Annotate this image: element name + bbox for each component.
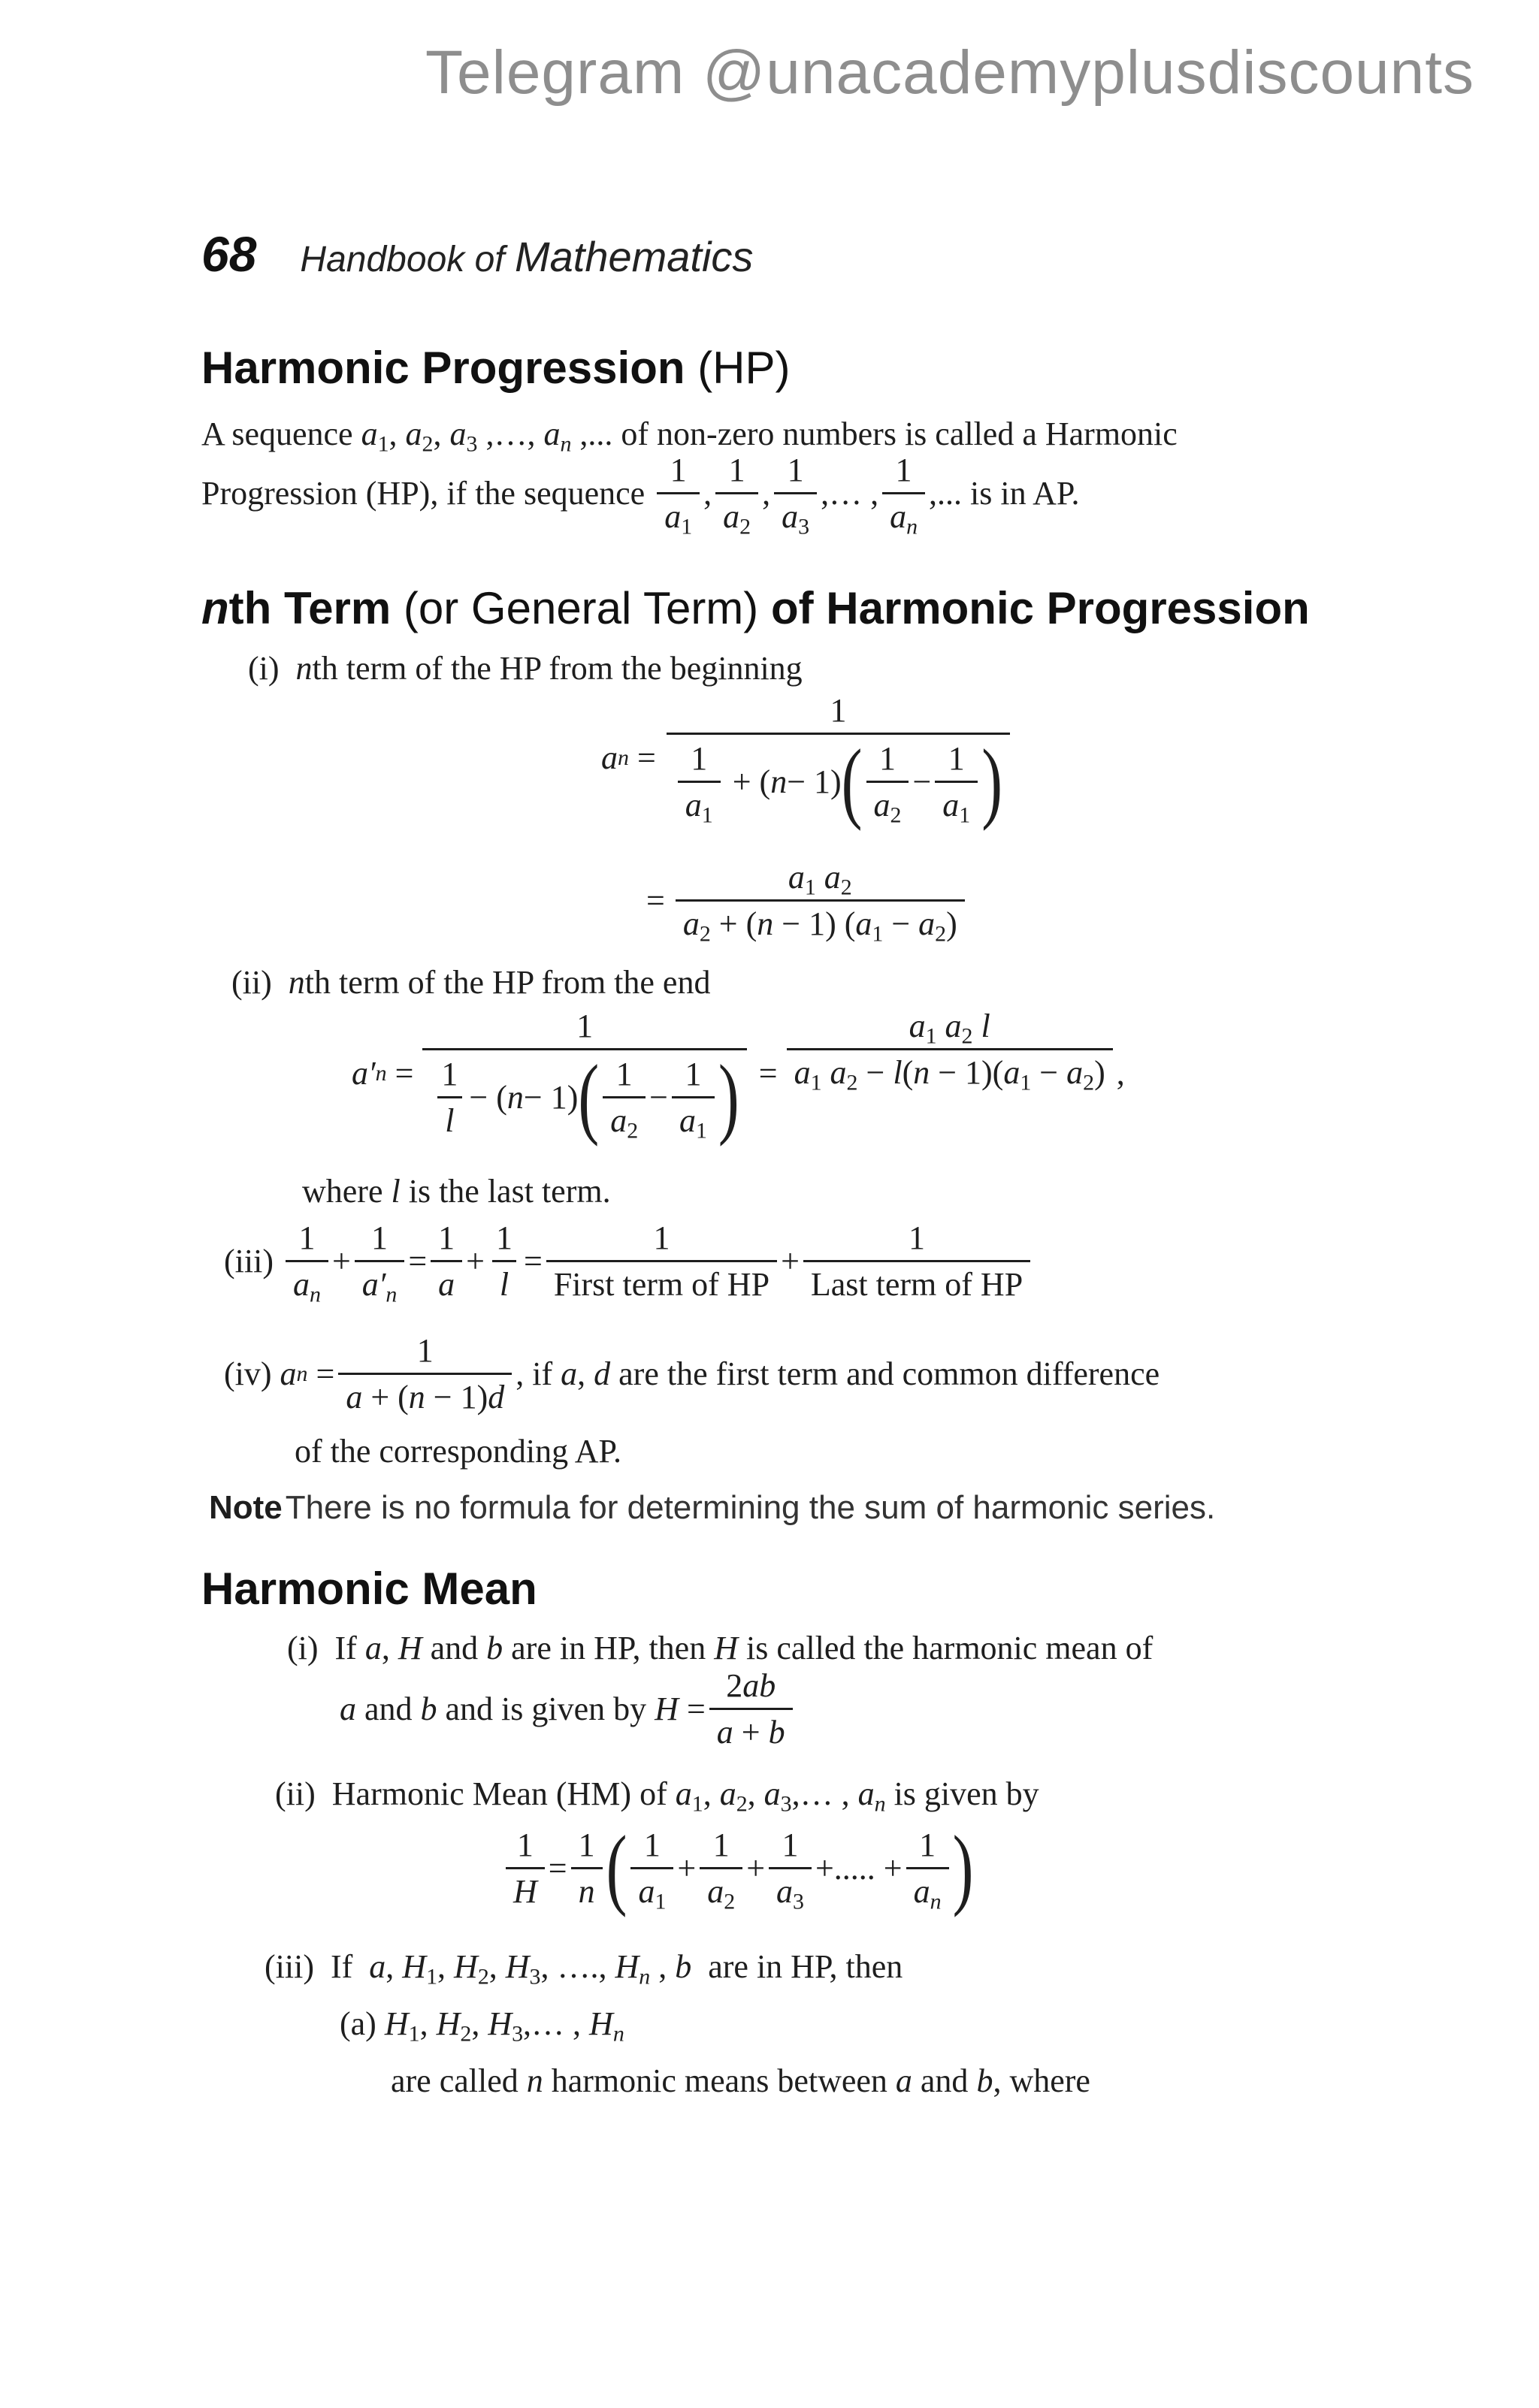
- item-iii-first-term: First term of HP: [546, 1260, 777, 1305]
- nth-title-bold1: th Term: [228, 583, 392, 633]
- formula-harmonic-mean-n: $\frac{1}{H}$ = $\frac{1}{n}$ ( $\frac{1}{a_1}$ + $\frac{1}{a_2}$ + $\frac{1}{a_3}$ +..... + $\frac{1}{a_n}$ ): [502, 1826, 973, 1912]
- section-title-hp: [201, 342, 791, 394]
- book-title-prefix: Handbook of: [300, 240, 505, 279]
- hm-item-iii-a-line2: are called n harmonic means between a and b, where: [391, 2062, 1090, 2099]
- page-number: 68: [201, 226, 257, 282]
- section-title-hp-bold: Harmonic Progression: [201, 343, 685, 393]
- item-ii-where: where l is the last term.: [302, 1173, 611, 1210]
- hm-item-i-line2: a and b and is given by H = $\frac{2ab}{a + b}$: [340, 1666, 797, 1753]
- section-title-hp-abbrev: (HP): [697, 343, 791, 393]
- hm-iii-label: (iii): [265, 1948, 314, 1985]
- hm-i-text2: is called the harmonic mean of: [746, 1630, 1153, 1666]
- item-i-text: th term of the HP from the beginning: [312, 650, 803, 687]
- item-ii-label: (ii): [231, 964, 272, 1001]
- hm-a-text: are called: [391, 2062, 519, 2099]
- item-ii-text: th term of the HP from the end: [304, 964, 711, 1001]
- hm-a-text2: harmonic means between: [551, 2062, 887, 2099]
- item-ii-where-text: is the last term.: [408, 1173, 611, 1210]
- hp-def-text-b: of non-zero numbers is called a Harmonic: [621, 415, 1178, 452]
- item-i-label: (i): [248, 650, 280, 687]
- formula-an-end: a′ n = 1 $\frac{1}{l}$ − ( n − 1) ( $\frac{1}{a_2}$ − $\frac{1}{a_1}$ ) = $\frac{a_1 a_2 l}{a_1 a_2 - l(n - 1)(a_1 - a_2)}$ ,: [352, 1008, 1125, 1148]
- hm-ii-text1: Harmonic Mean (HM) of: [331, 1775, 667, 1812]
- nth-title-n: n: [201, 583, 229, 633]
- hm-i-text1: are in HP, then: [511, 1630, 706, 1666]
- hm-item-ii: (ii) Harmonic Mean (HM) of $a_1$, $a_2$, $a_3,\dots$ , $a_n$ is given by: [275, 1775, 1039, 1817]
- hp-def-text-d: is in AP.: [970, 474, 1080, 512]
- hm-item-iii-a: (a) $H_1$, $H_2$, $H_3,\dots$ , $H_n$: [340, 2005, 624, 2047]
- hm-title: Harmonic Mean: [201, 1564, 537, 1614]
- hp-definition-line1: A sequence $a_1$, $a_2$, $a_3$ ,…, $a_n$ ,... of non-zero numbers is called a Harmonic: [201, 415, 1178, 457]
- book-title-subject: Mathematics: [514, 233, 754, 280]
- section-title-nth-term: [201, 582, 1310, 634]
- book-title: [300, 233, 754, 280]
- hm-ii-label: (ii): [275, 1775, 316, 1812]
- hp-def-text-a: A sequence: [201, 415, 353, 452]
- hm-item-i-line1: (i) If a, H and b are in HP, then H is called the harmonic mean of: [287, 1630, 1153, 1666]
- hm-a-text3: where: [1009, 2062, 1090, 2099]
- formula-an-beginning: a n = 1 $\frac{1}{a_1}$ + ( n − 1) ( $\frac{1}{a_2}$ − $\frac{1}{a_1}$ ): [601, 691, 1014, 825]
- hm-a-label: (a): [340, 2005, 376, 2042]
- note-text: There is no formula for determining the sum of harmonic series.: [285, 1489, 1216, 1526]
- hm-i-text3: and is given by: [445, 1690, 647, 1727]
- section-title-harmonic-mean: [201, 1563, 537, 1615]
- item-iii-label: (iii): [224, 1242, 274, 1280]
- running-head: [201, 225, 753, 282]
- item-iv-line2: of the corresponding AP.: [295, 1433, 622, 1470]
- hp-definition-line2: Progression (HP), if the sequence $\frac{1}{a_1}$ , $\frac{1}{a_2}$ , $\frac{1}{a_3}$ ,… , $\frac{1}{a_n}$ ,... is in AP.: [201, 452, 1080, 539]
- nth-title-bold2: of Harmonic Progression: [770, 583, 1310, 633]
- hm-ii-text2: is given by: [893, 1775, 1039, 1812]
- item-iv-text: are the first term and common difference: [618, 1355, 1160, 1392]
- telegram-watermark: Telegram @unacademyplusdiscounts: [425, 38, 1475, 107]
- note-label: Note: [209, 1489, 283, 1526]
- item-i-nth-beginning: (i) nth term of the HP from the beginning: [248, 650, 803, 687]
- item-iv-formula: (iv) a n = $\frac{1}{a + (n - 1)d}$ , if a , d are the first term and common difference: [224, 1331, 1160, 1418]
- hm-iii-text: are in HP, then: [708, 1948, 903, 1985]
- formula-an-simplified: = $\frac{a_1 a_2}{a_2 + (n - 1) (a_1 - a_2)}$: [646, 858, 969, 944]
- hm-i-label: (i): [287, 1630, 319, 1666]
- hp-def-text-c: Progression (HP), if the sequence: [201, 474, 646, 512]
- item-iii-last-term: Last term of HP: [803, 1260, 1030, 1305]
- item-iv-label: (iv): [224, 1355, 272, 1392]
- hm-item-iii: (iii) If a, $H_1$, $H_2$, $H_3$, …., $H_n$ , b are in HP, then: [265, 1948, 903, 1990]
- item-ii-nth-end: (ii) nth term of the HP from the end: [231, 964, 711, 1001]
- note: [209, 1489, 1215, 1527]
- item-iii-formula: (iii) $\frac{1}{a_n}$ + $\frac{1}{a'_n}$ = $\frac{1}{a}$ + $\frac{1}{l}$ = $\frac{1}{\text{First term of HP}}$ + $\frac{1}{\text{Last term of HP}}$: [224, 1219, 1034, 1305]
- nth-title-light: (or General Term): [403, 583, 759, 633]
